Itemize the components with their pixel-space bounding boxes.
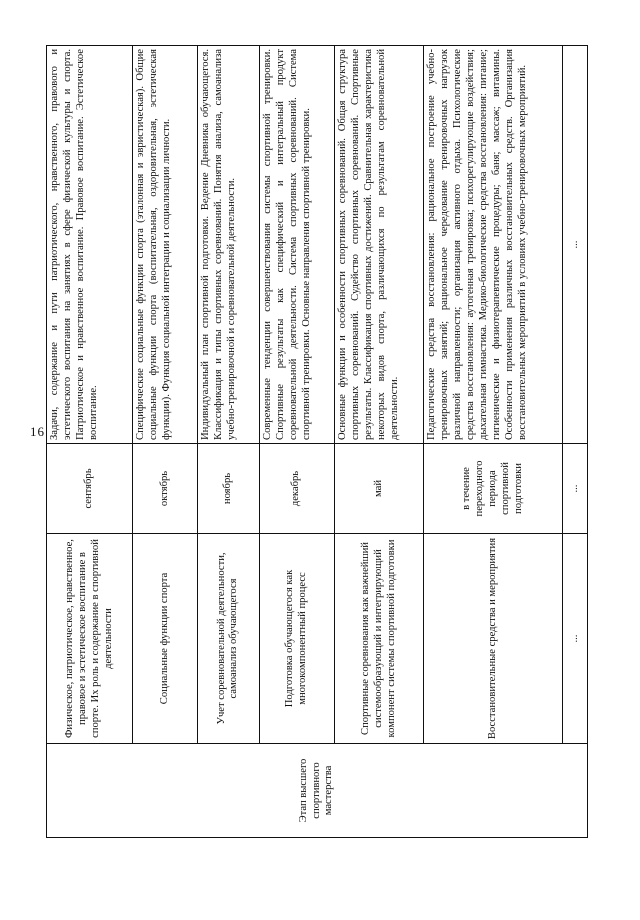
topic-cell: Подготовка обучающегося как многокомпонентный процесс xyxy=(259,534,334,744)
topic-cell: Физическое, патриотическое, нравственное, правовое и эстетическое воспитание в спорте. Их роль и содержание в спортивной деятельности xyxy=(47,534,133,744)
topic-cell: ... xyxy=(563,534,588,744)
month-cell: в течение переходного периода спортивной подготовки xyxy=(424,444,563,534)
content-cell: Задачи, содержание и пути патриотического, нравственного, правового и эстетического воспитания на занятиях в сфере физической культуры и спорта. Патриотическое и нравственное воспитание. Правовое воспитание. Эстетическое воспитание. xyxy=(47,46,133,444)
content-cell: Индивидуальный план спортивной подготовки. Ведение Дневника обучающегося. Классификация и типы спортивных соревнований. Понятия анализа, самоанализа учебно-тренировочной и соревновательной деятельности. xyxy=(198,46,260,444)
topic-cell: Восстановительные средства и мероприятия xyxy=(424,534,563,744)
content-cell: Современные тенденции совершенствования системы спортивной тренировки. Спортивные результаты как специфический и интегральный продукт соревновательной деятельности. Система спортивных соревнований. Система спортивной тренировки. Основные направления спортивной тренировки. xyxy=(259,46,334,444)
content-cell: ... xyxy=(563,46,588,444)
table-row xyxy=(334,46,424,838)
rotated-table-wrapper xyxy=(46,46,588,838)
topic-cell: Социальные функции спорта xyxy=(133,534,198,744)
page-number: 16 xyxy=(30,424,45,439)
topic-cell: Спортивные соревнования как важнейший системообразующий и интегрирующий компонент системы спортивной подготовки xyxy=(334,534,424,744)
month-cell: ноябрь xyxy=(198,444,260,534)
month-cell: май xyxy=(334,444,424,534)
table-row xyxy=(424,46,563,838)
table-row xyxy=(259,46,334,838)
topic-cell: Учет соревновательной деятельности, самоанализ обучающегося xyxy=(198,534,260,744)
theory-plan-table xyxy=(46,45,588,838)
table-row xyxy=(133,46,198,838)
content-cell: Основные функции и особенности спортивных соревнований. Общая структура спортивных соревнований. Судейство спортивных соревнований. Спортивные результаты. Классификация спортивных достижений. Сравнительная характеристика некоторых видов спорта, различающихся по результатам соревновательной деятельности. xyxy=(334,46,424,444)
month-cell: октябрь xyxy=(133,444,198,534)
content-cell: Специфические социальные функции спорта (эталонная и эвристическая). Общие социальные функции спорта (воспитательная, оздоровительная, эстетическая функции). Функция социальной интеграции и социализации личности. xyxy=(133,46,198,444)
month-cell: декабрь xyxy=(259,444,334,534)
content-cell: Педагогические средства восстановления: рациональное построение учебно-тренировочных занятий; рациональное чередование тренировочных нагрузок различной направленности; организация активного отдыха. Психологические средства восстановления: аутогенная тренировка; психорегулирующие воздействия; дыхательная гимнастика. Медико-биологические средства восстановления: питание; гигиенические и физиотерапевтические процедуры; баня; массаж; витамины. Особенности применения различных восстановительных средств. Организация восстановительных мероприятий в условиях учебно-тренировочных мероприятий. xyxy=(424,46,563,444)
table-row xyxy=(198,46,260,838)
month-cell: сентябрь xyxy=(47,444,133,534)
stage-cell: Этап высшего спортивного мастерства xyxy=(47,744,588,838)
table-row xyxy=(563,46,588,838)
table-row xyxy=(47,46,133,838)
month-cell: ... xyxy=(563,444,588,534)
